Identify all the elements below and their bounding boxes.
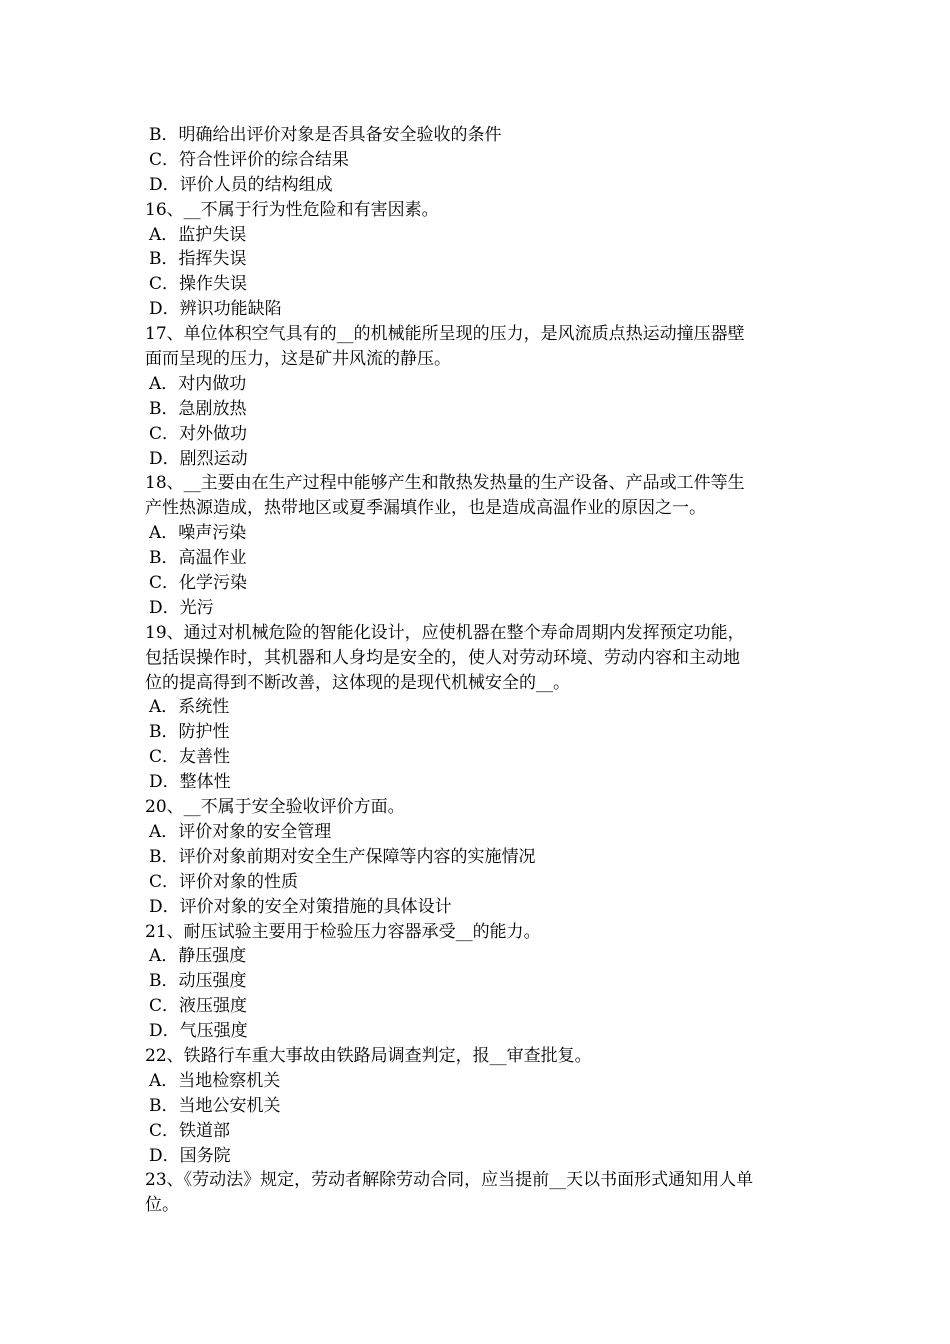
- answer-option: B．高温作业: [149, 548, 247, 569]
- answer-option: B．评价对象前期对安全生产保障等内容的实施情况: [149, 846, 536, 867]
- answer-option: B．防护性: [149, 722, 230, 743]
- question-text: 19、通过对机械危险的智能化设计，应使机器在整个寿命周期内发挥预定功能，: [145, 622, 745, 643]
- answer-option: C．评价对象的性质: [149, 871, 299, 892]
- answer-option: B．急剧放热: [149, 398, 247, 419]
- answer-option: D．气压强度: [149, 1021, 248, 1042]
- answer-option: D．评价对象的安全对策措施的具体设计: [149, 896, 452, 917]
- answer-option: A．对内做功: [149, 373, 247, 394]
- answer-option: D．评价人员的结构组成: [149, 174, 333, 195]
- answer-option: D．国务院: [149, 1145, 231, 1166]
- question-text: 16、__不属于行为性危险和有害因素。: [145, 199, 439, 220]
- answer-option: B．当地公安机关: [149, 1095, 281, 1116]
- answer-option: C．操作失误: [149, 274, 248, 295]
- answer-option: C．化学污染: [149, 573, 248, 594]
- question-text: 23、《劳动法》规定，劳动者解除劳动合同，应当提前__天以书面形式通知用人单: [145, 1170, 754, 1191]
- answer-option: A．噪声污染: [149, 523, 247, 544]
- answer-option: D．辨识功能缺陷: [149, 299, 282, 320]
- answer-option: C．符合性评价的综合结果: [149, 149, 350, 170]
- question-text: 22、铁路行车重大事故由铁路局调查判定，报__审查批复。: [145, 1045, 592, 1066]
- answer-option: A．监护失误: [149, 224, 247, 245]
- question-text-continuation: 包括误操作时，其机器和人身均是安全的，使人对劳动环境、劳动内容和主动地: [145, 647, 740, 668]
- question-text: 18、__主要由在生产过程中能够产生和散热发热量的生产设备、产品或工件等生: [145, 473, 745, 494]
- question-text-continuation: 位。: [145, 1195, 179, 1216]
- answer-option: C．对外做功: [149, 423, 248, 444]
- question-text: 20、__不属于安全验收评价方面。: [145, 797, 405, 818]
- answer-option: B．动压强度: [149, 971, 247, 992]
- answer-option: A．评价对象的安全管理: [149, 821, 332, 842]
- answer-option: A．系统性: [149, 697, 230, 718]
- answer-option: B．明确给出评价对象是否具备安全验收的条件: [149, 125, 502, 145]
- question-text: 17、单位体积空气具有的__的机械能所呈现的压力，是风流质点热运动撞压器壁: [145, 324, 745, 345]
- answer-option: D．剧烈运动: [149, 448, 248, 469]
- answer-option: A．静压强度: [149, 946, 247, 967]
- answer-option: B．指挥失误: [149, 249, 247, 270]
- question-text-continuation: 面而呈现的压力，这是矿井风流的静压。: [145, 349, 451, 370]
- question-list: [145, 123, 810, 1218]
- answer-option: D．光污: [149, 597, 214, 618]
- answer-option: C．液压强度: [149, 996, 248, 1017]
- answer-option: A．当地检察机关: [149, 1070, 281, 1091]
- answer-option: C．友善性: [149, 747, 231, 768]
- question-text: 21、耐压试验主要用于检验压力容器承受__的能力。: [145, 921, 541, 942]
- question-text-continuation: 位的提高得到不断改善，这体现的是现代机械安全的__。: [145, 672, 570, 693]
- question-text-continuation: 产性热源造成，热带地区或夏季漏填作业，也是造成高温作业的原因之一。: [145, 498, 706, 519]
- answer-option: C．铁道部: [149, 1120, 231, 1141]
- answer-option: D．整体性: [149, 772, 231, 793]
